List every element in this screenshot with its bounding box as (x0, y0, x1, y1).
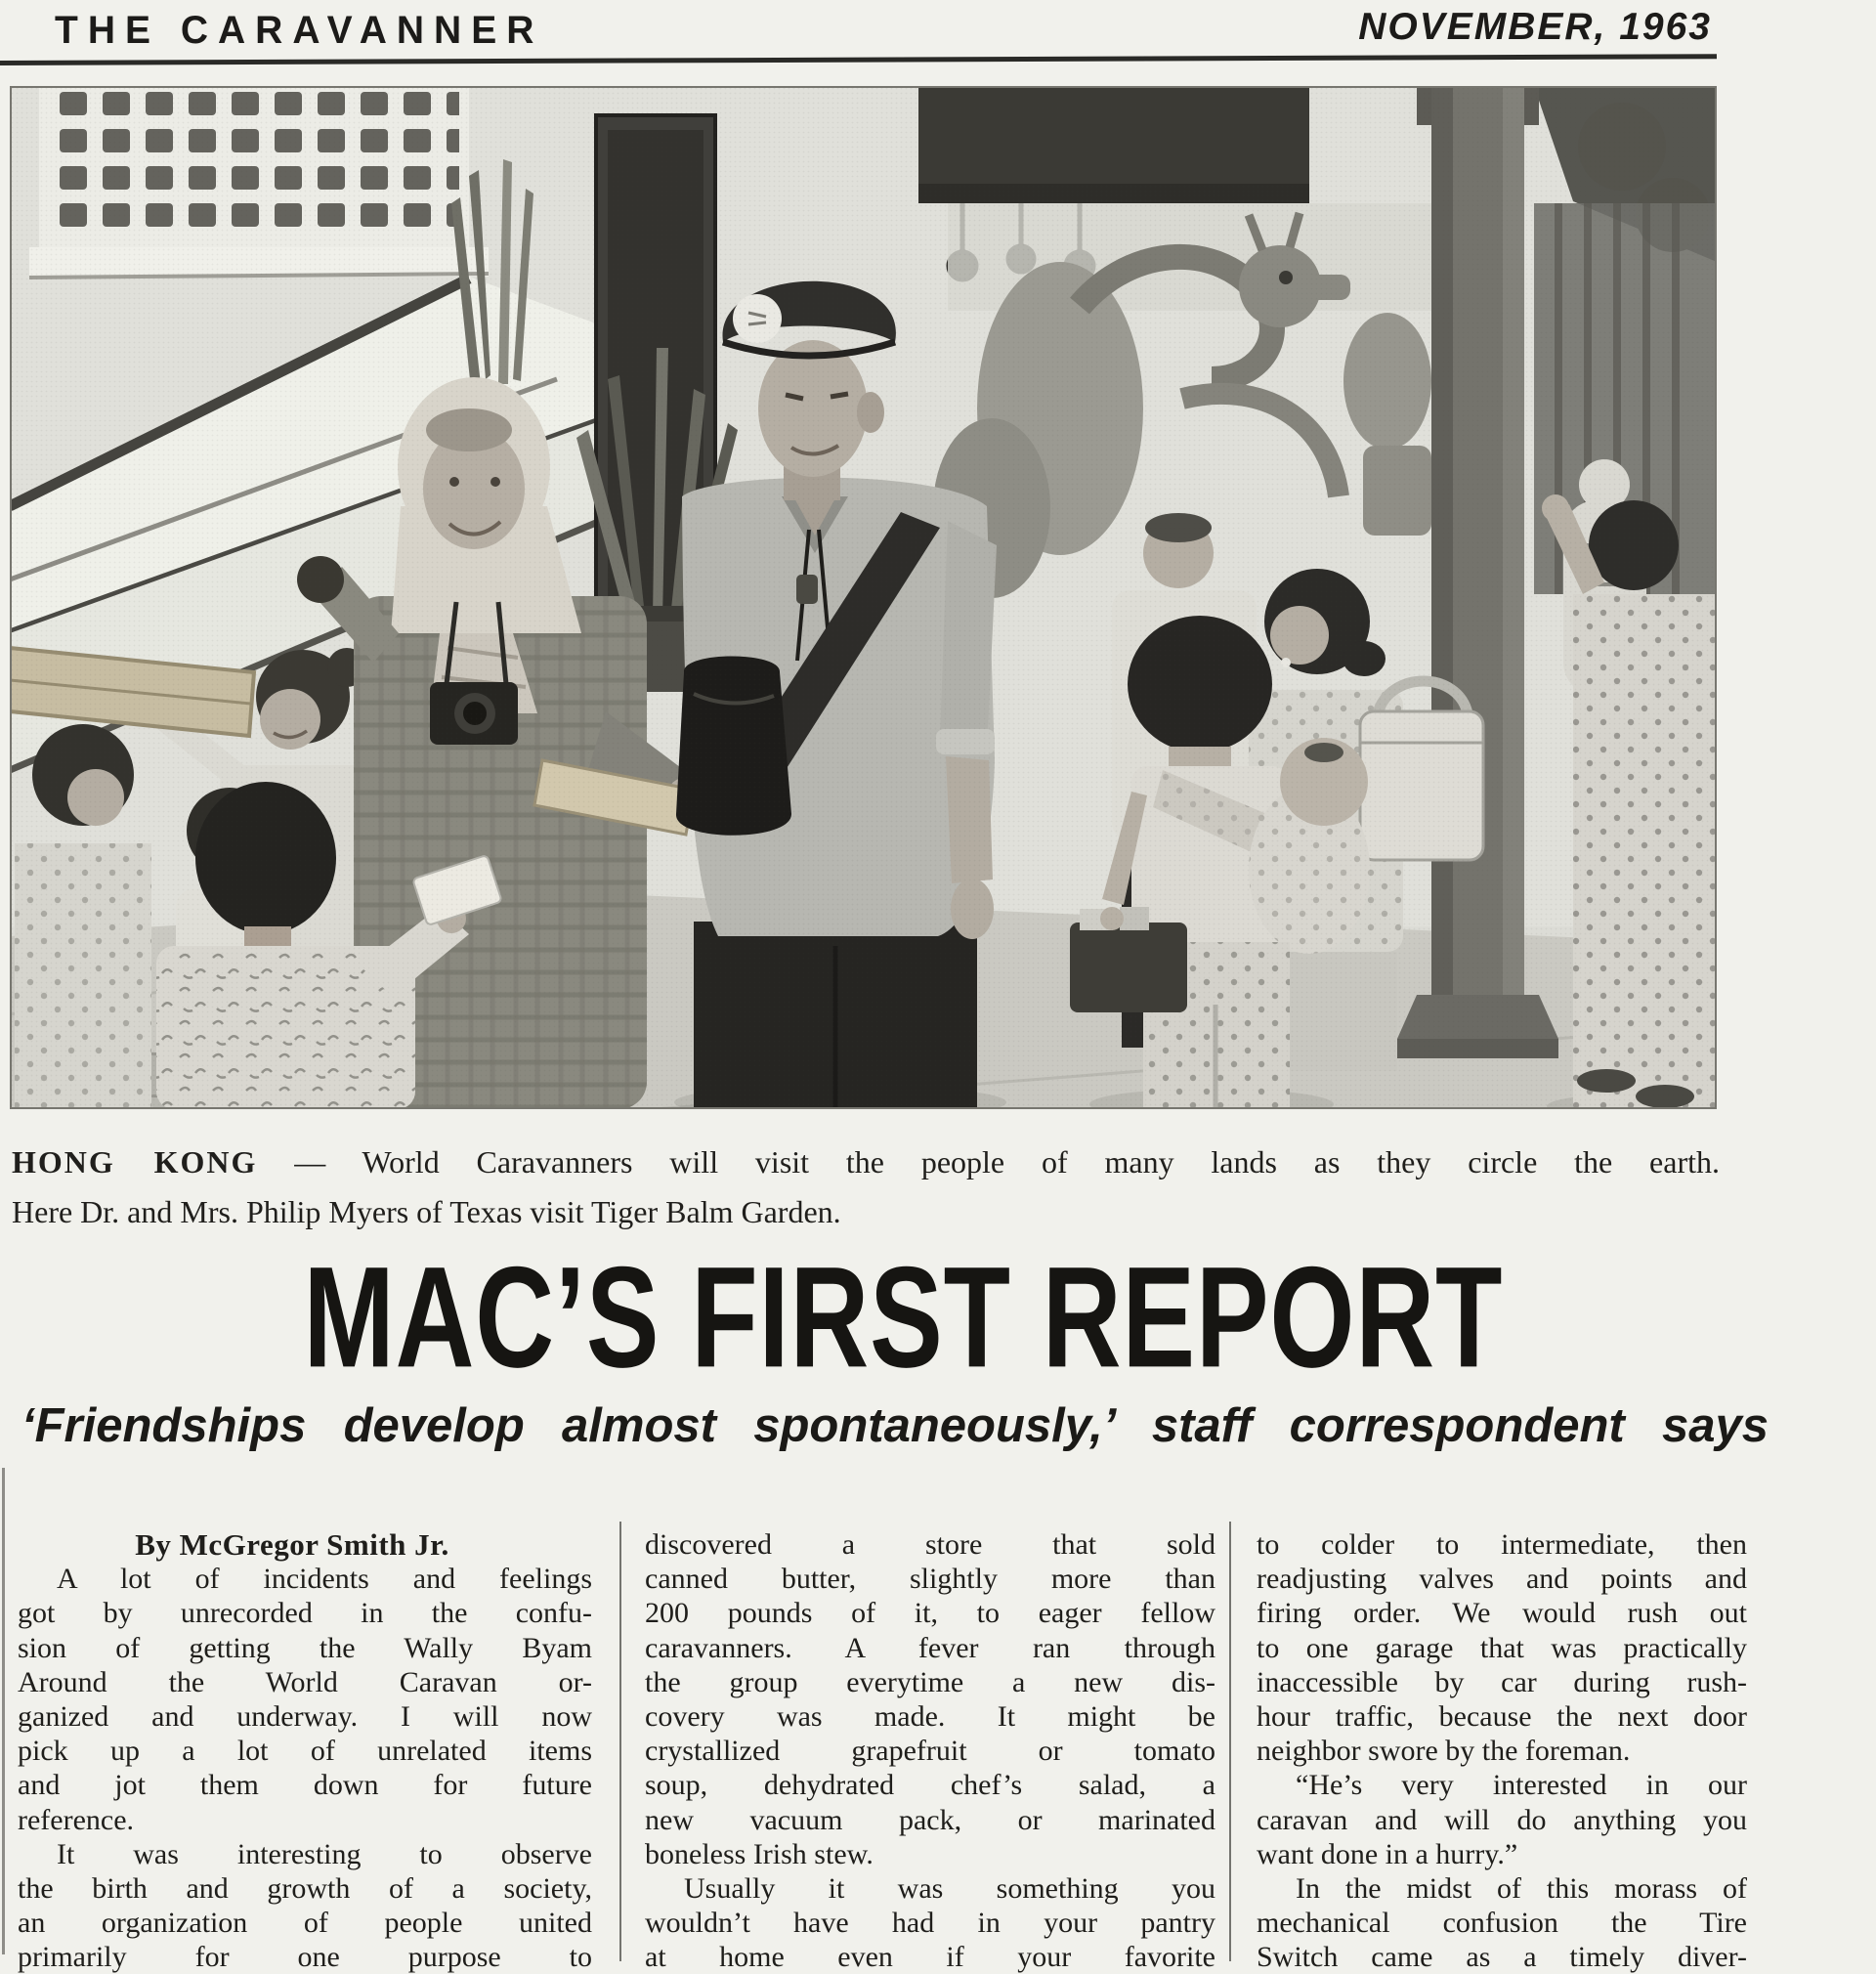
article-text-line: pick up a lot of unrelated items (18, 1735, 592, 1768)
article-text-line: sion of getting the Wally Byam (18, 1631, 592, 1664)
column-rule (619, 1522, 621, 1961)
article-byline: By McGregor Smith Jr. (135, 1527, 449, 1562)
article-text-line: discovered a store that sold (645, 1528, 1215, 1561)
column-rule (1229, 1522, 1231, 1961)
article-column-2 (645, 1527, 1215, 1974)
article-text-line: new vacuum pack, or marinated (645, 1803, 1215, 1836)
article-text-line: 200 pounds of it, to eager fellow (645, 1597, 1215, 1630)
article-text-line: hour traffic, because the next door (1257, 1699, 1747, 1733)
article-headline (0, 1236, 1806, 1397)
article-text-line: A lot of incidents and feelings (57, 1563, 592, 1596)
caption-line-2: Here Dr. and Mrs. Philip Myers of Texas visit Tiger Balm Garden. (12, 1194, 841, 1229)
article-subheadline: ‘Friendships develop almost spontaneously,’ staff correspondent says (21, 1399, 1769, 1452)
issue-date: NOVEMBER, 1963 (1358, 6, 1712, 48)
article-text-line: mechanical confusion the Tire (1257, 1907, 1747, 1940)
publication-title: THE CARAVANNER (55, 9, 544, 53)
article-text-line: got by unrecorded in the confu- (18, 1597, 592, 1630)
article-text-line: the birth and growth of a society, (18, 1871, 592, 1905)
article-text-line: ganized and underway. I will now (18, 1699, 592, 1733)
article-text-line: It was interesting to observe (57, 1837, 592, 1870)
article-column-1 (18, 1527, 592, 1974)
article-text-line: Around the World Caravan or- (18, 1665, 592, 1698)
article-text-line: readjusting valves and points and (1257, 1563, 1747, 1596)
photo-illustration (10, 86, 1717, 1109)
article-text-line: In the midst of this morass of (1296, 1871, 1747, 1905)
page-edge-rule (2, 1468, 5, 1954)
caption-dateline: HONG KONG (12, 1144, 258, 1180)
article-text-line: to one garage that was practically (1257, 1631, 1747, 1664)
article-text-line: “He’s very interested in our (1296, 1769, 1747, 1802)
article-text-line: primarily for one purpose to (18, 1941, 592, 1974)
photo-caption (12, 1137, 1720, 1237)
article-text-line: soup, dehydrated chef’s salad, a (645, 1769, 1215, 1802)
article-text-line: covery was made. It might be (645, 1699, 1215, 1733)
article-text-line: crystallized grapefruit or tomato (645, 1735, 1215, 1768)
article-text-line: and jot them down for future (18, 1769, 592, 1802)
article-text-line: caravanners. A fever ran through (645, 1631, 1215, 1664)
article-text-line: inaccessible by car during rush- (1257, 1665, 1747, 1698)
article-text-line: firing order. We would rush out (1257, 1597, 1747, 1630)
article-body (0, 1527, 1876, 1974)
caption-line-1 (12, 1137, 1720, 1187)
article-text-line: boneless Irish stew. (645, 1837, 874, 1870)
headline-text: MAC’S FIRST REPORT (303, 1236, 1503, 1397)
caption-text: — World Caravanners will visit the people of many lands as they circle the earth. (294, 1144, 1721, 1180)
article-text-line: neighbor swore by the foreman. (1257, 1735, 1631, 1768)
article-text-line: want done in a hurry.” (1257, 1837, 1518, 1870)
article-text-line: reference. (18, 1803, 135, 1836)
photo-tiger-balm-garden (10, 86, 1717, 1109)
article-text-line: at home even if your favorite (645, 1941, 1215, 1974)
article-text-line: an organization of people united (18, 1907, 592, 1940)
article-text-line: wouldn’t have had in your pantry (645, 1907, 1215, 1940)
article-text-line: caravan and will do anything you (1257, 1803, 1747, 1836)
masthead-rule (0, 54, 1717, 65)
article-text-line: to colder to intermediate, then (1257, 1528, 1747, 1561)
article-text-line: Usually it was something you (684, 1871, 1215, 1905)
article-text-line: the group everytime a new dis- (645, 1665, 1215, 1698)
article-text-line: Switch came as a timely diver- (1257, 1941, 1747, 1974)
article-column-3 (1257, 1527, 1747, 1974)
article-text-line: canned butter, slightly more than (645, 1563, 1215, 1596)
